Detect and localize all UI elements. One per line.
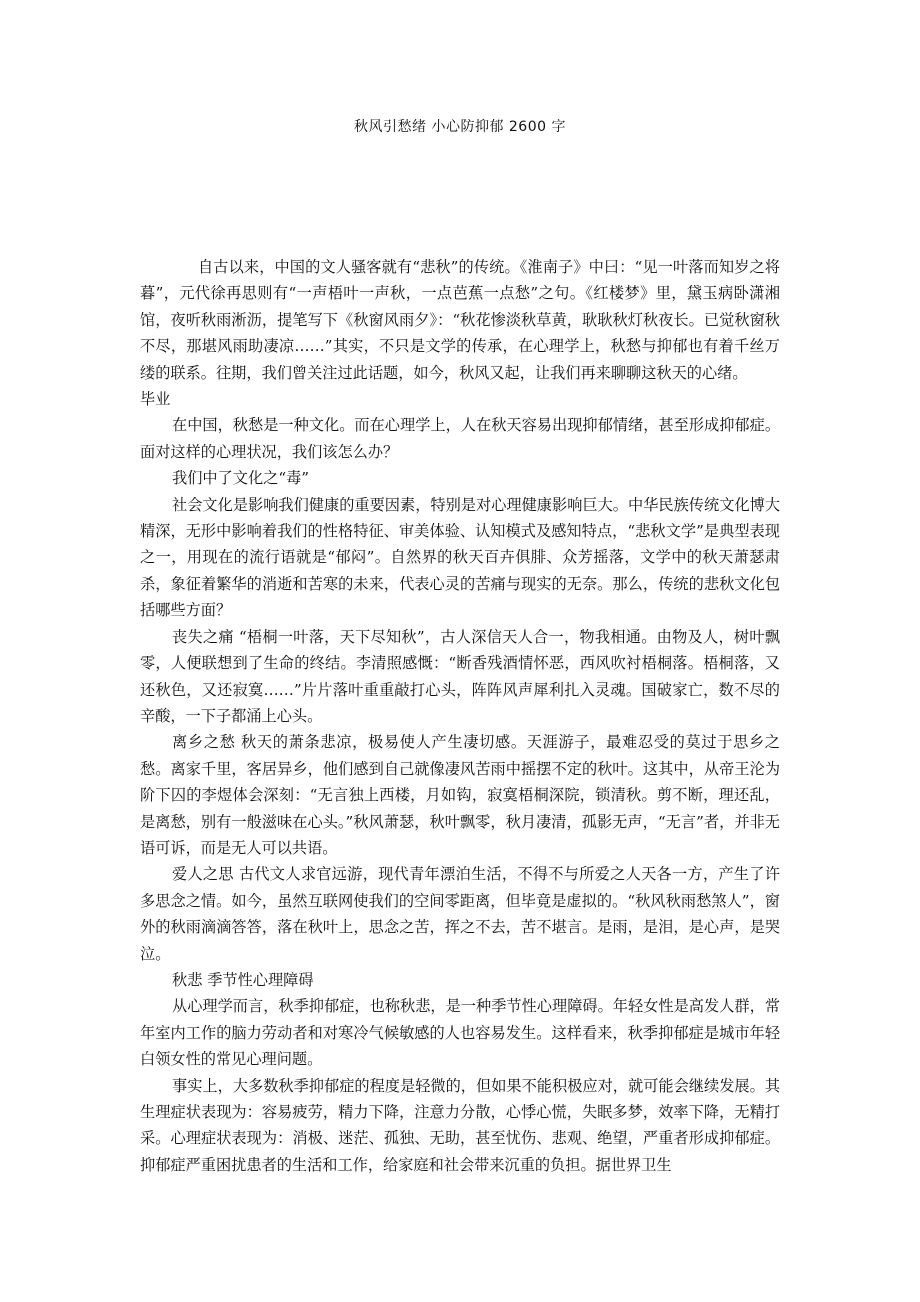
article-body <box>140 254 780 1178</box>
section-label-graduation: 毕业 <box>140 390 171 409</box>
section-heading: 秋悲 季节性心理障碍 <box>172 970 314 989</box>
paragraph: 在中国，秋愁是一种文化。而在心理学上，人在秋天容易出现抑郁情绪，甚至形成抑郁症。面对这样的心理状况，我们该怎么办？ <box>140 416 780 461</box>
document-title: 秋风引愁绪 小心防抑郁 2600 字 <box>354 119 566 135</box>
paragraph: 丧失之痛 “梧桐一叶落，天下尽知秋”，古人深信天人合一，物我相通。由物及人，树叶飘零，人便联想到了生命的终结。李清照感慨：“断香残酒情怀恶，西风吹衬梧桐落。梧桐落，又还秋色，又还寂寞……”片片落叶重重敲打心头，阵阵风声犀利扎入灵魂。国破家亡，数不尽的辛酸，一下子都涌上心头。 <box>140 627 780 725</box>
paragraph: 离乡之愁 秋天的萧条悲凉，极易使人产生凄切感。天涯游子，最难忍受的莫过于思乡之愁。离家千里，客居异乡，他们感到自己就像凄风苦雨中摇摆不定的秋叶。这其中，从帝王沦为阶下囚的李煜体会深刻：“无言独上西楼，月如钩，寂寞梧桐深院，锁清秋。剪不断，理还乱，是离愁，别有一般滋味在心头。”秋风萧瑟，秋叶飘零，秋月凄清，孤影无声，“无言”者，并非无语可诉，而是无人可以共语。 <box>140 733 780 857</box>
paragraph: 社会文化是影响我们健康的重要因素，特别是对心理健康影响巨大。中华民族传统文化博大精深，无形中影响着我们的性格特征、审美体验、认知模式及感知特点，“悲秋文学”是典型表现之一，用现在的流行语就是“郁闷”。自然界的秋天百卉俱腓、众芳摇落，文学中的秋天萧瑟肃杀，象征着繁华的消逝和苦寒的未来，代表心灵的苦痛与现实的无奈。那么，传统的悲秋文化包括哪些方面？ <box>140 495 780 620</box>
intro-paragraph: 自古以来，中国的文人骚客就有“悲秋”的传统。《淮南子》中曰：“见一叶落而知岁之将暮”，元代徐再思则有“一声梧叶一声秋，一点芭蕉一点愁”之句。《红楼梦》里，黛玉病卧潇湘馆，夜听秋雨淅沥，提笔写下《秋窗风雨夕》：“秋花惨淡秋草黄，耿耿秋灯秋夜长。已觉秋窗秋不尽，那堪风雨助凄凉……”其实，不只是文学的传承，在心理学上，秋愁与抑郁也有着千丝万缕的联系。往期，我们曾关注过此话题，如今，秋风又起，让我们再来聊聊这秋天的心绪。 <box>140 258 780 382</box>
paragraph: 事实上，大多数秋季抑郁症的程度是轻微的，但如果不能积极应对，就可能会继续发展。其生理症状表现为：容易疲劳，精力下降，注意力分散，心悸心慌，失眠多梦，效率下降，无精打采。心理症状表现为：消极、迷茫、孤独、无助，甚至忧伤、悲观、绝望，严重者形成抑郁症。抑郁症严重困扰患者的生活和工作，给家庭和社会带来沉重的负担。据世界卫生 <box>140 1076 780 1174</box>
section-heading: 我们中了文化之“毒” <box>172 469 310 488</box>
paragraph: 从心理学而言，秋季抑郁症，也称秋悲，是一种季节性心理障碍。年轻女性是高发人群，常年室内工作的脑力劳动者和对寒冷气候敏感的人也容易发生。这样看来，秋季抑郁症是城市年轻白领女性的常见心理问题。 <box>140 997 780 1069</box>
paragraph: 爱人之思 古代文人求官远游，现代青年漂泊生活，不得不与所爱之人天各一方，产生了许多思念之情。如今，虽然互联网使我们的空间零距离，但毕竟是虚拟的。“秋风秋雨愁煞人”，窗外的秋雨滴滴答答，落在秋叶上，思念之苦，挥之不去，苦不堪言。是雨，是泪，是心声，是哭泣。 <box>140 865 780 963</box>
